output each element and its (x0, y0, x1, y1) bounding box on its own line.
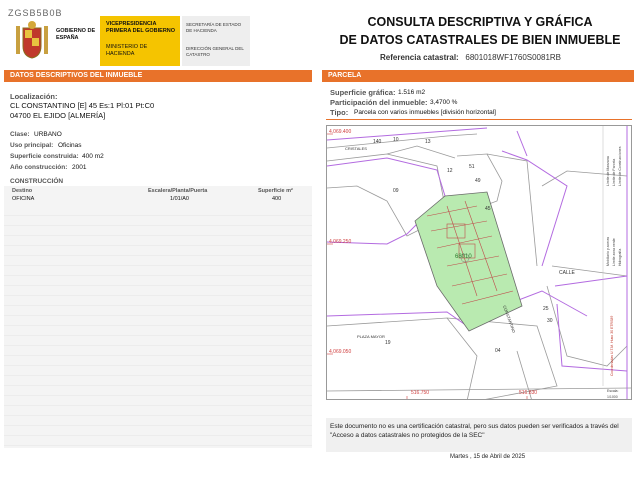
legend-parcela: Límite de Parcela (612, 158, 616, 186)
localizacion-label: Localización: (10, 92, 58, 101)
vicepresidencia-label: VICEPRESIDENCIA PRIMERA DEL GOBIERNO (106, 21, 176, 34)
map-label-19: 19 (385, 340, 391, 346)
th-superficie: Superficie m² (258, 188, 293, 194)
participacion-value: 3,4700 % (430, 99, 458, 106)
row-escalera: 1/01/A0 (170, 196, 189, 202)
map-label-45: 45 (485, 206, 491, 212)
map-coord-y2: 4.069.250 (329, 239, 352, 245)
uso-label: Uso principal: (10, 142, 54, 149)
map-label-25: 25 (543, 306, 549, 312)
parcela-header: PARCELA (322, 70, 634, 82)
coat-of-arms-icon (14, 20, 50, 60)
map-label-49: 49 (475, 178, 481, 184)
anio-label: Año construcción: (10, 164, 68, 171)
secretaria-block (182, 16, 250, 66)
map-street-cristales: CRISTALES (345, 146, 367, 151)
superficie-grafica-label: Superficie gráfica: (330, 88, 396, 97)
participacion-label: Participación del inmueble: (330, 98, 428, 107)
clase-value: URBANO (34, 131, 62, 138)
gobierno-label: GOBIERNO DE ESPAÑA (56, 28, 96, 41)
map-coord-x2: 516.830 (519, 390, 538, 396)
map-coord-y3: 4.069.050 (329, 349, 352, 355)
government-logo-block (8, 14, 248, 68)
parcela-rule (326, 119, 632, 120)
row-destino: OFICINA (12, 196, 35, 202)
header-crop-text: ZGSB5B0B (8, 8, 63, 18)
map-calle-label: CALLE (559, 270, 575, 276)
scale-value: 1/1000 (607, 395, 618, 399)
scale-label: Escala: (607, 389, 619, 393)
datos-descriptivos-header: DATOS DESCRIPTIVOS DEL INMUEBLE (4, 70, 312, 82)
ref-label: Referencia catastral: (380, 53, 459, 62)
legend-hidrografia: Hidrografía (618, 248, 622, 266)
map-label-13: 13 (425, 139, 431, 145)
row-superficie: 400 (272, 196, 282, 202)
map-label-51: 51 (469, 164, 475, 170)
document-title-line1: CONSULTA DESCRIPTIVA Y GRÁFICA (367, 15, 593, 29)
legend-mobiliario: Mobiliario y aceras (606, 236, 610, 266)
clase-label: Clase: (10, 131, 30, 138)
map-label-10: 10 (393, 137, 399, 143)
legend-zona-verde: Límite zona verde (612, 238, 616, 266)
ministry-block (100, 16, 180, 66)
uso-value: Oficinas (58, 142, 82, 149)
th-escalera: Escalera/Planta/Puerta (148, 188, 208, 194)
localizacion-line1: CL CONSTANTINO [E] 45 Es:1 Pl:01 Pt:C0 (10, 101, 155, 110)
ref-value: 6801018WF1760S0081RB (465, 53, 562, 62)
map-label-09: 09 (393, 188, 399, 194)
ministerio-label: MINISTERIO DE HACIENDA (106, 44, 148, 57)
th-destino: Destino (12, 188, 33, 194)
tipo-value: Parcela con varios inmuebles [división horizontal] (354, 109, 496, 116)
map-label-04: 04 (495, 348, 501, 354)
verification-notice: Este documento no es una certificación catastral, pero sus datos pueden ser verificados a través del "Acceso a datos catastrales no protegidos de la SEC" (326, 418, 632, 452)
map-coord-x1: 516.750 (411, 390, 430, 396)
table-stripes (4, 206, 312, 448)
anio-value: 2001 (72, 164, 87, 171)
map-plaza-label: PLAZA MAYOR (357, 334, 385, 339)
cadastral-map (326, 125, 632, 400)
construccion-heading: CONSTRUCCIÓN (10, 178, 64, 185)
document-title-line2: DE DATOS CATASTRALES DE BIEN INMUEBLE (339, 33, 621, 47)
map-parcel-label: 68010 (455, 254, 472, 260)
legend-coordinates: Coordenadas U.T.M. Huso 30 ETRS89 (610, 315, 614, 376)
superficie-label: Superficie construida: (10, 153, 79, 160)
superficie-value: 400 m2 (82, 153, 104, 160)
document-date: Martes , 15 de Abril de 2025 (450, 454, 526, 460)
map-label-30: 30 (547, 318, 553, 324)
localizacion-line2: 04700 EL EJIDO [ALMERÍA] (10, 111, 106, 120)
secretaria-label: SECRETARÍA DE ESTADO DE HACIENDA (186, 22, 242, 33)
cadastral-map-drawing (327, 126, 632, 400)
map-label-140: 140 (373, 139, 382, 145)
map-label-12: 12 (447, 168, 453, 174)
tipo-label: Tipo: (330, 108, 349, 117)
map-coord-y1: 4.069.400 (329, 129, 352, 135)
reference-catastral (380, 53, 561, 62)
map-street-constantino: CONSTANTINO (502, 304, 517, 334)
legend-construcciones: Límite de Construcciones (618, 146, 622, 186)
legend-manzana: Límite de Manzana (606, 156, 610, 186)
superficie-grafica-value: 1.516 m2 (398, 89, 426, 96)
direccion-label: DIRECCIÓN GENERAL DEL CATASTRO (186, 46, 244, 57)
